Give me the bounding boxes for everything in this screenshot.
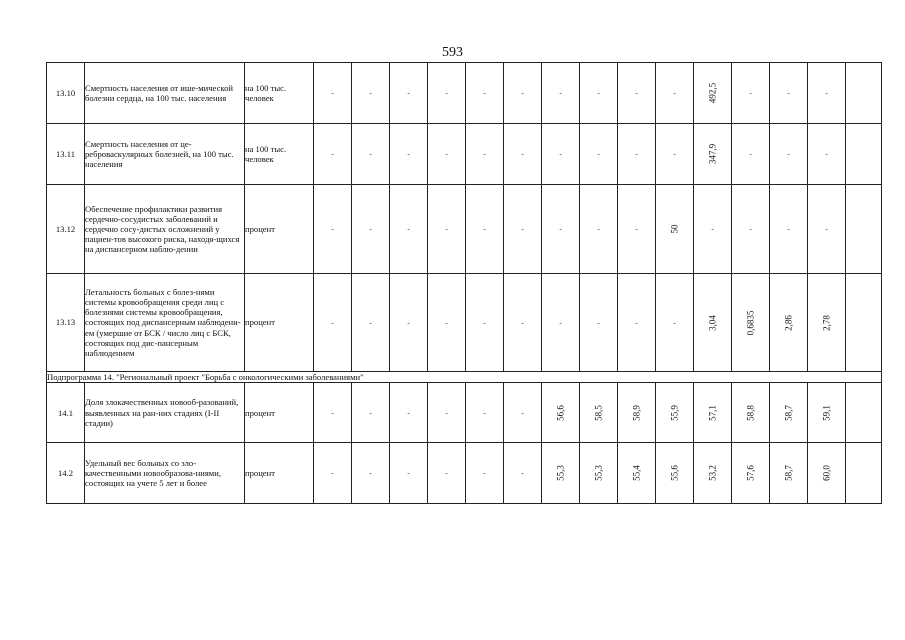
- value-cell: [694, 185, 732, 274]
- value-text: 55,9: [669, 404, 680, 421]
- value-cell: [618, 185, 656, 274]
- value-cell: [694, 124, 732, 185]
- value-cell: [656, 124, 694, 185]
- value-cell: [580, 443, 618, 504]
- value-text: 58,9: [631, 404, 642, 421]
- value-cell: [390, 63, 428, 124]
- value-cell: [352, 124, 390, 185]
- value-text: 59,1: [821, 404, 832, 421]
- value-text: -: [483, 408, 486, 417]
- indicator-name: Удельный вес больных со зло-качественными новообразова-ниями, состоящих на учете 5 лет и более: [85, 443, 245, 504]
- value-text: -: [635, 224, 638, 233]
- value-text: 55,3: [593, 465, 604, 482]
- empty-cell: [846, 383, 882, 443]
- row-number: 13.12: [47, 185, 85, 274]
- value-cell: [732, 63, 770, 124]
- unit-of-measure: процент: [245, 383, 314, 443]
- value-text: -: [825, 149, 828, 158]
- table-row: [47, 274, 882, 372]
- value-text: -: [559, 88, 562, 97]
- empty-cell: [846, 443, 882, 504]
- page-number: 593: [442, 45, 463, 60]
- value-cell: [352, 185, 390, 274]
- value-text: -: [749, 149, 752, 158]
- value-cell: [542, 383, 580, 443]
- value-text: -: [331, 88, 334, 97]
- value-text: 57,1: [707, 404, 718, 421]
- value-text: -: [369, 318, 372, 327]
- indicators-table: [46, 62, 882, 504]
- value-text: -: [597, 88, 600, 97]
- empty-cell: [846, 124, 882, 185]
- value-text: -: [407, 408, 410, 417]
- value-text: -: [369, 149, 372, 158]
- value-cell: [808, 383, 846, 443]
- value-cell: [428, 185, 466, 274]
- value-cell: [770, 274, 808, 372]
- value-cell: [504, 383, 542, 443]
- value-text: 56,6: [555, 404, 566, 421]
- value-text: -: [825, 88, 828, 97]
- value-text: -: [711, 224, 714, 233]
- value-cell: [504, 63, 542, 124]
- value-text: -: [635, 88, 638, 97]
- value-text: -: [407, 149, 410, 158]
- indicator-name: Обеспечение профилактики развития сердечно-сосудистых заболеваний и сердечно сосу-дистых осложнений у пациен-тов высокого риска, находя-щихся на диспансерном наблю-дении: [85, 185, 245, 274]
- value-text: -: [445, 224, 448, 233]
- value-text: 58,8: [745, 404, 756, 421]
- subprogram-title: Подпрограмма 14. "Региональный проект "Борьба с онкологическими заболеваниями": [47, 372, 882, 383]
- value-cell: [390, 274, 428, 372]
- value-text: 55,4: [631, 465, 642, 482]
- value-cell: [808, 274, 846, 372]
- value-cell: [466, 383, 504, 443]
- value-cell: [694, 274, 732, 372]
- value-cell: [504, 124, 542, 185]
- value-cell: [656, 443, 694, 504]
- row-number: 13.13: [47, 274, 85, 372]
- value-text: 55,6: [669, 465, 680, 482]
- value-cell: [504, 274, 542, 372]
- value-text: -: [635, 318, 638, 327]
- value-text: -: [559, 318, 562, 327]
- empty-cell: [846, 63, 882, 124]
- value-cell: [352, 63, 390, 124]
- value-cell: [656, 383, 694, 443]
- unit-of-measure: на 100 тыс. человек: [245, 124, 314, 185]
- value-cell: [352, 274, 390, 372]
- value-text: -: [521, 318, 524, 327]
- value-cell: [542, 185, 580, 274]
- value-cell: [504, 443, 542, 504]
- value-text: -: [673, 149, 676, 158]
- value-cell: [466, 443, 504, 504]
- value-text: -: [787, 149, 790, 158]
- value-cell: [390, 124, 428, 185]
- value-cell: [314, 63, 352, 124]
- value-text: -: [445, 408, 448, 417]
- row-number: 14.1: [47, 383, 85, 443]
- value-text: -: [749, 224, 752, 233]
- indicator-name: Смертность населения от це-ребровaскулярных болезней, на 100 тыс. населения: [85, 124, 245, 185]
- value-text: 0,6835: [745, 310, 756, 335]
- value-text: -: [445, 469, 448, 478]
- value-cell: [618, 443, 656, 504]
- value-cell: [732, 185, 770, 274]
- value-text: 2,78: [821, 314, 832, 331]
- value-text: 55,3: [555, 465, 566, 482]
- value-text: 53,2: [707, 465, 718, 482]
- value-text: 60,0: [821, 465, 832, 482]
- value-text: -: [521, 149, 524, 158]
- value-cell: [352, 383, 390, 443]
- value-cell: [770, 443, 808, 504]
- value-cell: [504, 185, 542, 274]
- value-text: -: [559, 149, 562, 158]
- value-text: 58,7: [783, 404, 794, 421]
- value-cell: [428, 383, 466, 443]
- value-text: 57,6: [745, 465, 756, 482]
- value-text: 58,7: [783, 465, 794, 482]
- value-text: 3,04: [707, 314, 718, 331]
- row-number: 14.2: [47, 443, 85, 504]
- value-cell: [466, 274, 504, 372]
- value-text: -: [673, 88, 676, 97]
- value-text: 50: [669, 224, 680, 234]
- value-cell: [314, 185, 352, 274]
- unit-of-measure: на 100 тыс. человек: [245, 63, 314, 124]
- value-cell: [580, 274, 618, 372]
- indicator-name: Смертность населения от ише-мической болезни сердца, на 100 тыс. населения: [85, 63, 245, 124]
- value-text: -: [407, 224, 410, 233]
- table-row: [47, 63, 882, 124]
- value-text: -: [331, 469, 334, 478]
- value-text: 58,5: [593, 404, 604, 421]
- table-row: [47, 443, 882, 504]
- value-cell: [466, 185, 504, 274]
- value-cell: [314, 124, 352, 185]
- value-text: -: [369, 469, 372, 478]
- value-text: -: [331, 318, 334, 327]
- value-text: -: [673, 318, 676, 327]
- value-text: -: [369, 88, 372, 97]
- value-cell: [618, 124, 656, 185]
- value-text: -: [597, 149, 600, 158]
- value-text: -: [635, 149, 638, 158]
- value-text: 347,9: [707, 143, 718, 165]
- value-cell: [770, 383, 808, 443]
- value-cell: [542, 63, 580, 124]
- value-text: -: [445, 88, 448, 97]
- value-cell: [618, 274, 656, 372]
- value-cell: [656, 274, 694, 372]
- value-cell: [428, 63, 466, 124]
- table-row: [47, 124, 882, 185]
- value-cell: [732, 274, 770, 372]
- value-cell: [694, 443, 732, 504]
- subprogram-row: [47, 372, 882, 383]
- value-text: -: [369, 408, 372, 417]
- value-cell: [390, 443, 428, 504]
- value-cell: [580, 124, 618, 185]
- value-text: -: [483, 224, 486, 233]
- row-number: 13.10: [47, 63, 85, 124]
- value-text: -: [483, 88, 486, 97]
- value-text: -: [331, 149, 334, 158]
- value-cell: [656, 185, 694, 274]
- value-text: -: [445, 149, 448, 158]
- value-text: -: [331, 408, 334, 417]
- value-cell: [732, 443, 770, 504]
- value-cell: [656, 63, 694, 124]
- value-cell: [770, 63, 808, 124]
- value-cell: [314, 383, 352, 443]
- value-cell: [808, 124, 846, 185]
- value-text: -: [787, 224, 790, 233]
- value-text: -: [521, 88, 524, 97]
- table-row: [47, 185, 882, 274]
- value-cell: [732, 383, 770, 443]
- value-cell: [390, 383, 428, 443]
- value-text: -: [597, 224, 600, 233]
- value-cell: [808, 443, 846, 504]
- value-cell: [542, 443, 580, 504]
- value-cell: [580, 383, 618, 443]
- value-cell: [808, 185, 846, 274]
- value-cell: [352, 443, 390, 504]
- value-text: -: [407, 469, 410, 478]
- row-number: 13.11: [47, 124, 85, 185]
- value-text: -: [825, 224, 828, 233]
- unit-of-measure: процент: [245, 185, 314, 274]
- empty-cell: [846, 274, 882, 372]
- value-text: -: [787, 88, 790, 97]
- value-cell: [542, 124, 580, 185]
- value-text: -: [559, 224, 562, 233]
- empty-cell: [846, 185, 882, 274]
- value-text: -: [407, 88, 410, 97]
- value-text: -: [369, 224, 372, 233]
- value-cell: [580, 185, 618, 274]
- value-cell: [808, 63, 846, 124]
- value-cell: [580, 63, 618, 124]
- value-cell: [428, 124, 466, 185]
- value-text: -: [749, 88, 752, 97]
- value-cell: [466, 63, 504, 124]
- value-text: -: [521, 408, 524, 417]
- value-text: -: [407, 318, 410, 327]
- value-text: -: [483, 149, 486, 158]
- indicator-name: Летальность больных с болез-нями системы кровообращения среди лиц с болезнями системы кровообращения, состоящих под диспансерным наблюдени-ем (умершие от БСК / число лиц с БСК, состоящих под дис-пансерным наблюдением: [85, 274, 245, 372]
- value-cell: [770, 124, 808, 185]
- value-cell: [314, 443, 352, 504]
- value-cell: [542, 274, 580, 372]
- value-text: -: [597, 318, 600, 327]
- unit-of-measure: процент: [245, 274, 314, 372]
- value-cell: [694, 383, 732, 443]
- value-text: 492,5: [707, 82, 718, 104]
- indicator-name: Доля злокачественных новооб-разований, выявленных на ран-них стадиях (I-II стадии): [85, 383, 245, 443]
- value-text: -: [483, 318, 486, 327]
- value-cell: [428, 274, 466, 372]
- value-text: -: [445, 318, 448, 327]
- value-cell: [428, 443, 466, 504]
- value-cell: [694, 63, 732, 124]
- value-cell: [618, 383, 656, 443]
- value-text: -: [483, 469, 486, 478]
- table-row: [47, 383, 882, 443]
- value-cell: [732, 124, 770, 185]
- value-text: -: [521, 469, 524, 478]
- value-text: 2,86: [783, 314, 794, 331]
- value-cell: [390, 185, 428, 274]
- value-cell: [314, 274, 352, 372]
- value-cell: [618, 63, 656, 124]
- value-text: -: [331, 224, 334, 233]
- unit-of-measure: процент: [245, 443, 314, 504]
- value-text: -: [521, 224, 524, 233]
- value-cell: [466, 124, 504, 185]
- value-cell: [770, 185, 808, 274]
